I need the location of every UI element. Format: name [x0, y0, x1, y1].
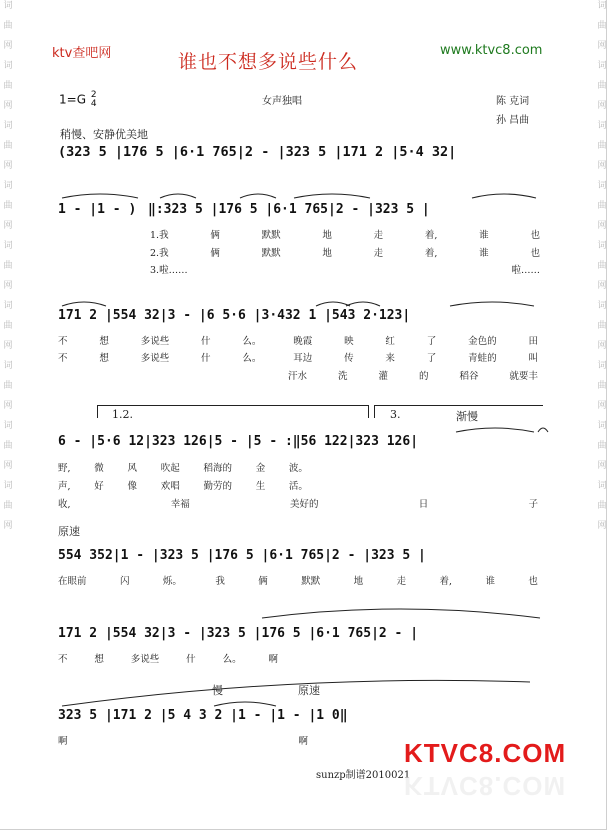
- tempo-a-tempo: 原速: [58, 525, 80, 538]
- lyric-syllable: 谁: [479, 248, 489, 259]
- side-watermark-glyph: 词: [597, 181, 607, 191]
- lyric-syllable: 金色的: [468, 336, 497, 347]
- lyric-syllable: 么。: [242, 336, 262, 347]
- side-watermark-glyph: 曲: [3, 381, 13, 391]
- lyric-syllable: 烁。: [162, 576, 182, 587]
- lyric-syllable: 啊: [298, 736, 308, 747]
- lyric-syllable: 吹起: [160, 463, 180, 474]
- lyric-syllable: 默默: [261, 230, 281, 241]
- lyric-syllable: 着,: [424, 248, 438, 259]
- side-watermark-glyph: 网: [597, 101, 607, 111]
- lyric-syllable: 叫: [528, 353, 538, 364]
- lyric-syllable: 多说些: [140, 336, 170, 347]
- lyric-syllable: 汗水: [288, 371, 308, 382]
- lyricist: 陈 克词: [496, 96, 530, 107]
- side-watermark-glyph: 网: [3, 221, 13, 231]
- side-watermark-glyph: 曲: [3, 261, 13, 271]
- time-sig-bottom: 4: [90, 99, 97, 109]
- lyric-syllable: 野,: [58, 463, 71, 474]
- lyric-syllable: 青蛙的: [468, 353, 497, 364]
- lyric-syllable: 传: [344, 353, 354, 364]
- side-watermark-glyph: 曲: [597, 441, 607, 451]
- side-watermark-glyph: 曲: [597, 321, 607, 331]
- side-watermark-glyph: 网: [3, 401, 13, 411]
- side-watermark-glyph: 词: [3, 481, 13, 491]
- lyric-syllable: 就要丰: [509, 371, 538, 382]
- lyric-syllable: 红: [385, 336, 395, 347]
- lyric-syllable: 不: [58, 336, 68, 347]
- site-url-right[interactable]: www.ktvc8.com: [440, 43, 543, 58]
- slur: [316, 302, 350, 306]
- lyric-syllable: 稻谷: [459, 371, 479, 382]
- ktvc8-logo[interactable]: KTVC8.COM: [404, 738, 567, 768]
- side-watermark-glyph: 词: [597, 61, 607, 71]
- lyric-syllable: 2.我: [150, 248, 169, 259]
- slur: [62, 680, 530, 706]
- side-watermark-glyph: 曲: [3, 501, 13, 511]
- lyric-syllable: 金: [255, 463, 266, 474]
- lyric-syllable: 想: [99, 336, 109, 347]
- side-watermark-glyph: 曲: [597, 261, 607, 271]
- lyric-syllable: 什: [201, 336, 211, 347]
- key-signature: 1=G 2 4: [59, 90, 97, 109]
- slur: [346, 302, 380, 306]
- side-watermark-glyph: 网: [597, 281, 607, 291]
- side-watermark-glyph: 词: [3, 361, 13, 371]
- lyric-syllable: 洗: [337, 371, 348, 382]
- side-watermark-glyph: 曲: [597, 501, 607, 511]
- performance-style: 女声独唱: [262, 96, 302, 107]
- side-watermark-glyph: 曲: [3, 321, 13, 331]
- lyric-syllable: 风: [127, 463, 137, 474]
- score-line-5: 554 352|1 - |323 5 |176 5 |6·1 765|2 - |323 5 |: [58, 548, 426, 563]
- side-watermark-glyph: 曲: [3, 81, 13, 91]
- side-watermark-glyph: 网: [597, 221, 607, 231]
- side-watermark-glyph: 词: [597, 361, 607, 371]
- lyric-syllable: 着,: [424, 230, 438, 241]
- lyric-syllable: 啊: [58, 736, 68, 747]
- side-watermark-glyph: 词: [597, 301, 607, 311]
- score-line-2: ‖:323 5 |176 5 |6·1 765|2 - |323 5 |: [148, 202, 430, 217]
- side-watermark-glyph: 网: [3, 41, 13, 51]
- slur: [472, 194, 536, 198]
- lyric-syllable: 活。: [288, 481, 308, 492]
- lyric-syllable: 波。: [288, 463, 308, 474]
- side-watermark-glyph: 网: [597, 41, 607, 51]
- side-watermark-glyph: 网: [597, 341, 607, 351]
- lyric-syllable: 3.啦……: [150, 265, 188, 276]
- lyric-syllable: 地: [322, 248, 332, 259]
- volta-2-label: 3.: [390, 408, 401, 421]
- lyric-syllable: 来: [385, 353, 395, 364]
- slur: [160, 194, 196, 198]
- lyric-syllable: 么。: [222, 654, 242, 665]
- lyric-syllable: 啦……: [511, 265, 540, 276]
- lyric-syllable: 好: [94, 481, 104, 492]
- side-watermark-glyph: 网: [597, 461, 607, 471]
- score-line-6: 171 2 |554 32|3 - |323 5 |176 5 |6·1 765|2 - |: [58, 626, 419, 641]
- side-watermark-glyph: 网: [3, 281, 13, 291]
- side-watermark-glyph: 网: [3, 341, 13, 351]
- score-line-4: 6 - |5·6 12|323 126|5 - |5 - :‖56 122|323 126|: [58, 434, 419, 449]
- lyric-syllable: 子: [528, 499, 538, 510]
- lyric-syllable: 默默: [301, 576, 321, 587]
- side-watermark-glyph: 词: [3, 241, 13, 251]
- lyric-syllable: 收,: [58, 499, 71, 510]
- lyric-syllable: 幸福: [170, 499, 190, 510]
- side-watermark-glyph: 曲: [3, 141, 13, 151]
- score-line-7: 323 5 |171 2 |5 4 3 2 |1 - |1 - |1 0‖: [58, 708, 348, 723]
- lyric-syllable: 耳边: [293, 353, 313, 364]
- ktvc8-logo-reflection: KTVC8.COM: [404, 771, 567, 801]
- side-watermark-glyph: 词: [3, 121, 13, 131]
- side-watermark-glyph: 词: [3, 181, 13, 191]
- lyric-syllable: 不: [58, 654, 68, 665]
- composer: 孙 昌曲: [496, 115, 530, 126]
- lyric-syllable: 勤劳的: [203, 481, 232, 492]
- side-watermark-glyph: 曲: [3, 441, 13, 451]
- side-watermark-glyph: 词: [3, 421, 13, 431]
- side-watermark-glyph: 曲: [597, 381, 607, 391]
- lyric-syllable: 俩: [210, 248, 220, 259]
- lyric-syllable: 生: [255, 481, 266, 492]
- lyric-syllable: 了: [426, 336, 437, 347]
- slur: [456, 428, 534, 432]
- lyric-syllable: 走: [373, 230, 384, 241]
- slur: [62, 302, 106, 306]
- lyric-syllable: 默默: [261, 248, 281, 259]
- lyric-syllable: 美好的: [289, 499, 319, 510]
- lyric-syllable: 映: [344, 336, 354, 347]
- side-watermark-glyph: 曲: [3, 201, 13, 211]
- side-watermark-glyph: 曲: [597, 81, 607, 91]
- side-watermark-glyph: 词: [597, 481, 607, 491]
- lyric-syllable: 么。: [242, 353, 262, 364]
- side-watermark-glyph: 曲: [597, 21, 607, 31]
- lyric-syllable: 也: [528, 576, 538, 587]
- lyric-syllable: 稻海的: [203, 463, 232, 474]
- lyric-syllable: 俩: [210, 230, 220, 241]
- side-watermark-glyph: 网: [597, 521, 607, 531]
- lyric-syllable: 啊: [268, 654, 278, 665]
- side-watermark-glyph: 词: [597, 241, 607, 251]
- side-watermark-glyph: 网: [3, 461, 13, 471]
- score-line-1: (323 5 |176 5 |6·1 765|2 - |323 5 |171 2 |5·4 32|: [58, 144, 457, 160]
- slur: [294, 194, 370, 198]
- lyric-syllable: 地: [322, 230, 332, 241]
- slur: [538, 428, 548, 432]
- lyric-syllable: 日: [418, 499, 429, 510]
- side-watermark-glyph: 词: [597, 1, 607, 11]
- lyric-syllable: 微: [94, 463, 104, 474]
- time-sig-top: 2: [90, 90, 97, 100]
- side-watermark-glyph: 网: [3, 521, 13, 531]
- lyric-syllable: 1.我: [150, 230, 169, 241]
- lyric-syllable: 谁: [485, 576, 495, 587]
- side-watermark-glyph: 词: [597, 121, 607, 131]
- tempo-marking: 稍慢、安静优美地: [60, 128, 148, 141]
- side-watermark-glyph: 词: [3, 301, 13, 311]
- slur: [450, 302, 534, 306]
- side-watermark-glyph: 网: [597, 401, 607, 411]
- lyric-syllable: 欢唱: [160, 481, 180, 492]
- slur: [62, 194, 138, 198]
- lyric-syllable: 我: [215, 576, 225, 587]
- site-name-left[interactable]: ktv查吧网: [52, 46, 112, 61]
- lyric-syllable: 什: [201, 353, 211, 364]
- lyric-syllable: 闪: [119, 576, 130, 587]
- score-line-2-intro: 1 - |1 - ): [58, 202, 137, 217]
- lyric-syllable: 也: [530, 230, 540, 241]
- lyric-syllable: 想: [94, 654, 104, 665]
- side-watermark-glyph: 曲: [597, 201, 607, 211]
- side-watermark-glyph: 曲: [3, 21, 13, 31]
- volta-1-label: 1.2.: [112, 408, 133, 421]
- lyric-syllable: 晚霞: [293, 336, 313, 347]
- lyric-syllable: 走: [373, 248, 384, 259]
- lyric-syllable: 地: [353, 576, 364, 587]
- lyric-syllable: 灌: [378, 371, 388, 382]
- tempo-slow: 慢: [212, 684, 223, 697]
- lyric-syllable: 什: [186, 654, 196, 665]
- side-watermark-glyph: 词: [3, 1, 13, 11]
- slur: [214, 702, 276, 706]
- lyric-syllable: 俩: [258, 576, 268, 587]
- phrase-slur: [262, 609, 540, 618]
- side-watermark-glyph: 曲: [597, 141, 607, 151]
- slur: [240, 194, 276, 198]
- lyric-syllable: 在眼前: [58, 576, 87, 587]
- side-watermark-glyph: 词: [597, 421, 607, 431]
- lyric-syllable: 多说些: [140, 353, 170, 364]
- lyric-syllable: 声,: [58, 481, 71, 492]
- lyric-syllable: 不: [58, 353, 68, 364]
- lyric-syllable: 谁: [479, 230, 489, 241]
- lyric-syllable: 想: [99, 353, 109, 364]
- song-title: 谁也不想多说些什么: [178, 51, 359, 73]
- score-line-3: 171 2 |554 32|3 - |6 5·6 |3·432 1 |543 2·123|: [58, 308, 411, 323]
- lyric-syllable: 田: [528, 336, 538, 347]
- lyric-syllable: 了: [426, 353, 437, 364]
- side-watermark-glyph: 网: [3, 161, 13, 171]
- lyric-syllable: 走: [396, 576, 407, 587]
- lyric-syllable: 像: [127, 481, 137, 492]
- lyric-syllable: 也: [530, 248, 540, 259]
- lyric-syllable: 的: [418, 371, 429, 382]
- tempo-a-tempo-2: 原速: [298, 684, 320, 697]
- score-credit: sunzp制谱2010021: [316, 770, 411, 781]
- side-watermark-glyph: 网: [3, 101, 13, 111]
- side-watermark-glyph: 网: [597, 161, 607, 171]
- side-watermark-glyph: 词: [3, 61, 13, 71]
- ritardando-marking: 渐慢: [456, 410, 478, 423]
- lyric-syllable: 多说些: [130, 654, 160, 665]
- lyric-syllable: 着,: [439, 576, 453, 587]
